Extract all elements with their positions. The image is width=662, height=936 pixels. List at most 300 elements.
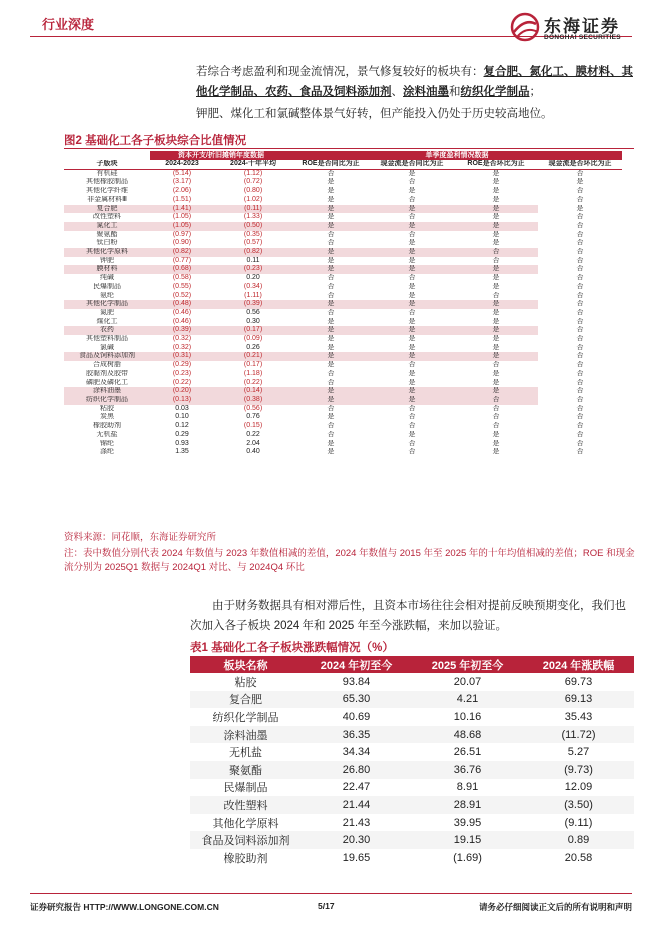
cell-roe-qoq: 是 xyxy=(492,448,500,456)
cell-roe-yoy: 是 xyxy=(292,352,370,361)
cell-capex-10yr: (0.57) xyxy=(243,239,263,247)
cell-capex-yoy: (0.55) xyxy=(172,282,192,290)
cell-roe-qoq: 是 xyxy=(454,300,538,309)
table-row xyxy=(190,831,634,849)
figure-divider xyxy=(64,148,634,149)
cell-roe-yoy: 否 xyxy=(327,369,335,377)
cell-sector: 有机硅 xyxy=(96,169,118,177)
cell-sector: 粘胶 xyxy=(234,676,257,689)
cell-roe-qoq: 是 xyxy=(492,430,500,438)
cell-sector: 合成树脂 xyxy=(93,361,121,369)
cell-roe-qoq: 是 xyxy=(492,308,500,316)
cell-sector: 煤化工 xyxy=(96,317,118,325)
figure-row xyxy=(64,448,622,457)
cell-2024-change: 12.09 xyxy=(564,781,593,794)
cell-roe-yoy: 否 xyxy=(327,378,335,386)
figure-row xyxy=(64,231,622,240)
figure-row xyxy=(64,274,622,283)
cell-capex-yoy: 0.29 xyxy=(175,430,189,438)
cell-cashflow-qoq: 否 xyxy=(576,274,584,282)
cell-capex-yoy: 1.35 xyxy=(175,448,189,456)
table-row xyxy=(190,726,634,744)
separator: 、 xyxy=(391,86,403,98)
cell-capex-10yr: (0.72) xyxy=(243,178,263,186)
cell-sector: 胶黏剂及胶带 xyxy=(86,369,128,377)
cell-capex-10yr: (0.35) xyxy=(243,230,263,238)
cell-2024-ytd: 21.43 xyxy=(342,816,371,829)
figure-row xyxy=(64,239,622,248)
cell-sector: 其他化学纤维 xyxy=(86,187,128,195)
col-header: 2024-2023 xyxy=(150,160,214,169)
cell-cashflow-qoq: 否 xyxy=(576,343,584,351)
cell-roe-qoq: 否 xyxy=(492,361,500,369)
figure-row xyxy=(64,257,622,266)
cell-sector: 聚氨酯 xyxy=(96,230,118,238)
cell-cashflow-yoy: 是 xyxy=(408,430,416,438)
cell-roe-qoq: 否 xyxy=(454,396,538,405)
cell-roe-qoq: 是 xyxy=(492,317,500,325)
cell-cashflow-qoq: 否 xyxy=(576,308,584,316)
cell-capex-yoy: (0.82) xyxy=(150,248,214,257)
logo-name: 东海证券 xyxy=(544,17,620,36)
cell-sector: 橡胶助剂 xyxy=(93,422,121,430)
figure-row xyxy=(64,396,622,405)
cell-capex-yoy: (0.68) xyxy=(150,265,214,274)
cell-capex-10yr: (0.17) xyxy=(243,361,263,369)
figure-row xyxy=(64,248,622,257)
cell-sector: 钾肥 xyxy=(100,256,114,264)
cell-capex-yoy: (2.06) xyxy=(172,187,192,195)
group-header-blank xyxy=(64,151,150,160)
cell-2024-ytd: 19.65 xyxy=(342,851,371,864)
cell-capex-10yr: (0.39) xyxy=(214,300,292,309)
cell-cashflow-yoy: 否 xyxy=(408,404,416,412)
cell-cashflow-yoy: 是 xyxy=(408,291,416,299)
cell-capex-yoy: 0.10 xyxy=(175,413,189,421)
cell-sector: 涂料油墨 xyxy=(190,726,301,744)
performance-table-body xyxy=(190,673,634,867)
cell-roe-yoy: 否 xyxy=(327,404,335,412)
figure-row xyxy=(64,318,622,327)
cell-capex-10yr: 0.76 xyxy=(246,413,260,421)
figure-row xyxy=(64,265,622,274)
cell-roe-yoy: 是 xyxy=(327,439,335,447)
cell-capex-10yr: (0.50) xyxy=(214,222,292,231)
col-header: 现金流是否环比为正 xyxy=(538,160,622,169)
cell-cashflow-yoy: 是 xyxy=(408,343,416,351)
cell-capex-yoy: (0.23) xyxy=(172,369,192,377)
table-row xyxy=(190,691,634,709)
cell-sector: 涤纶 xyxy=(100,448,114,456)
figure-row xyxy=(64,422,622,431)
cell-cashflow-qoq: 否 xyxy=(576,335,584,343)
cell-cashflow-yoy: 否 xyxy=(408,308,416,316)
cell-sector: 改性塑料 xyxy=(190,796,301,814)
cell-2025-ytd: 26.51 xyxy=(453,746,482,759)
cell-roe-yoy: 是 xyxy=(292,300,370,309)
figure-row xyxy=(64,326,622,335)
cell-roe-qoq: 是 xyxy=(492,230,500,238)
cell-sector: 复合肥 xyxy=(64,205,150,214)
cell-roe-qoq: 是 xyxy=(492,187,500,195)
cell-roe-yoy: 是 xyxy=(327,195,335,203)
cell-capex-10yr: 0.40 xyxy=(246,448,260,456)
cell-sector: 钛白粉 xyxy=(96,239,118,247)
cell-capex-10yr: (0.34) xyxy=(243,282,263,290)
figure-row xyxy=(64,440,622,449)
cell-roe-qoq: 是 xyxy=(492,439,500,447)
cell-cashflow-qoq: 否 xyxy=(576,448,584,456)
cell-capex-10yr: 0.22 xyxy=(246,430,260,438)
cell-2024-change: (11.72) xyxy=(523,726,634,744)
cell-2024-ytd: 21.44 xyxy=(301,796,412,814)
group-header-capex: 资本开支/折旧摊销年度数据 xyxy=(150,151,292,160)
page-number: 5/17 xyxy=(318,901,335,911)
cell-roe-qoq: 是 xyxy=(454,352,538,361)
cell-roe-qoq: 是 xyxy=(492,195,500,203)
cell-roe-yoy: 是 xyxy=(292,326,370,335)
cell-roe-qoq: 是 xyxy=(492,335,500,343)
cell-roe-yoy: 是 xyxy=(327,361,335,369)
cell-roe-yoy: 否 xyxy=(327,430,335,438)
cell-roe-qoq: 是 xyxy=(492,282,500,290)
conjunction: 和 xyxy=(449,86,461,98)
cell-capex-10yr: (0.56) xyxy=(243,404,263,412)
cell-2024-ytd: 34.34 xyxy=(342,746,371,759)
cell-sector: 锦纶 xyxy=(100,439,114,447)
cell-roe-yoy: 是 xyxy=(327,335,335,343)
figure-title: 图2 基础化工各子板块综合比值情况 xyxy=(64,135,247,147)
cell-capex-yoy: (1.05) xyxy=(150,222,214,231)
cell-roe-qoq: 是 xyxy=(492,378,500,386)
table-row xyxy=(190,673,634,691)
cell-roe-yoy: 是 xyxy=(327,413,335,421)
figure-row xyxy=(64,370,622,379)
cell-cashflow-qoq: 否 xyxy=(576,317,584,325)
col-header: 2024 年涨跌幅 xyxy=(523,656,634,673)
cell-roe-yoy: 否 xyxy=(327,291,335,299)
cell-roe-yoy: 是 xyxy=(292,396,370,405)
cell-roe-qoq: 是 xyxy=(492,239,500,247)
cell-roe-qoq: 是 xyxy=(454,222,538,231)
cell-roe-qoq: 否 xyxy=(492,413,500,421)
cell-capex-10yr: 2.04 xyxy=(246,439,260,447)
cell-capex-10yr: (0.11) xyxy=(214,205,292,214)
cell-cashflow-yoy: 否 xyxy=(408,413,416,421)
cell-capex-10yr: (1.11) xyxy=(244,291,262,299)
cell-2024-ytd: 40.69 xyxy=(342,710,371,723)
cell-cashflow-yoy: 否 xyxy=(408,213,416,221)
cell-2024-change: 5.27 xyxy=(567,746,590,759)
cell-cashflow-yoy: 是 xyxy=(370,222,454,231)
cell-capex-yoy: (1.05) xyxy=(172,213,192,221)
cell-cashflow-yoy: 是 xyxy=(370,387,454,396)
cell-cashflow-yoy: 是 xyxy=(370,248,454,257)
cell-capex-10yr: (1.33) xyxy=(243,213,263,221)
cell-cashflow-qoq: 否 xyxy=(576,422,584,430)
cell-capex-yoy: (1.41) xyxy=(150,205,214,214)
highlight-sectors-3: 纺织化学制品 xyxy=(460,86,530,98)
cell-cashflow-yoy: 否 xyxy=(408,448,416,456)
page-footer xyxy=(30,893,632,923)
cell-cashflow-qoq: 否 xyxy=(576,352,584,360)
company-logo xyxy=(508,10,638,50)
group-header-quarterly: 单季度盈利情况数据 xyxy=(292,151,622,160)
cell-2025-ytd: 4.21 xyxy=(412,691,523,709)
cell-cashflow-yoy: 否 xyxy=(408,274,416,282)
cell-cashflow-qoq: 否 xyxy=(576,387,584,395)
cell-capex-10yr: (0.21) xyxy=(214,352,292,361)
cell-cashflow-qoq: 否 xyxy=(576,369,584,377)
cell-2025-ytd: (1.69) xyxy=(453,851,482,864)
cell-cashflow-qoq: 否 xyxy=(576,256,584,264)
cell-roe-yoy: 是 xyxy=(327,256,335,264)
cell-roe-qoq: 是 xyxy=(492,169,500,177)
explanation-note: 注：表中数值分别代表 2024 年数值与 2023 年数值相减的差值，2024 年数值与 2015 年至 2025 年的十年均值相减的差值；ROE 和现金流分别为 2025Q1 数据与 2024Q1 对比、与 2024Q4 环比 xyxy=(64,548,635,573)
cell-capex-yoy: (0.32) xyxy=(172,335,192,343)
cell-cashflow-qoq: 否 xyxy=(576,265,584,273)
cell-2025-ytd: 28.91 xyxy=(412,796,523,814)
cell-roe-qoq: 是 xyxy=(492,213,500,221)
paragraph-lead: 若综合考虑盈利和现金流情况，景气修复较好的板块有： xyxy=(196,66,484,78)
col-header: ROE是否环比为正 xyxy=(454,160,538,169)
cell-cashflow-yoy: 是 xyxy=(370,396,454,405)
cell-cashflow-qoq: 否 xyxy=(576,395,584,403)
cell-sector: 粘胶 xyxy=(100,404,114,412)
cell-roe-yoy: 是 xyxy=(327,213,335,221)
figure-row xyxy=(64,169,622,178)
paragraph-capacity: 钾肥、煤化工和氯碱整体景气好转，但产能投入仍处于历史较高地位。 xyxy=(196,108,553,120)
cell-capex-yoy: (0.52) xyxy=(172,291,192,299)
col-header: 2024-十年平均 xyxy=(214,160,292,169)
cell-sector: 炭黑 xyxy=(100,413,114,421)
cell-sector: 其他化学制品 xyxy=(64,300,150,309)
cell-sector: 纯碱 xyxy=(100,274,114,282)
figure-notes xyxy=(64,531,636,577)
figure-row xyxy=(64,187,622,196)
highlight-sectors-2: 涂料油墨 xyxy=(403,86,449,98)
table-title: 表1 基础化工各子板块涨跌幅情况（%） xyxy=(190,642,394,654)
cell-cashflow-yoy: 是 xyxy=(408,378,416,386)
cell-cashflow-yoy: 是 xyxy=(370,205,454,214)
cell-capex-yoy: (0.90) xyxy=(172,239,192,247)
cell-roe-qoq: 是 xyxy=(454,326,538,335)
cell-capex-10yr: (0.38) xyxy=(214,396,292,405)
cell-2024-ytd: 36.35 xyxy=(301,726,412,744)
cell-roe-qoq: 是 xyxy=(454,387,538,396)
cell-cashflow-yoy: 是 xyxy=(370,265,454,274)
cell-capex-10yr: (0.14) xyxy=(214,387,292,396)
cell-capex-yoy: (0.22) xyxy=(172,378,192,386)
cell-sector: 涂料油墨 xyxy=(64,387,150,396)
cell-cashflow-qoq: 否 xyxy=(576,361,584,369)
cell-sector: 其他化学原料 xyxy=(64,248,150,257)
col-header: 现金流是否同比为正 xyxy=(370,160,454,169)
cell-capex-10yr: (0.22) xyxy=(243,378,263,386)
figure-row xyxy=(64,335,622,344)
cell-capex-10yr: 0.26 xyxy=(246,343,260,351)
cell-capex-yoy: (1.51) xyxy=(172,195,192,203)
cell-2025-ytd: 10.16 xyxy=(453,710,482,723)
cell-2024-change: 20.58 xyxy=(564,851,593,864)
cell-capex-yoy: (0.32) xyxy=(172,343,192,351)
cell-roe-yoy: 否 xyxy=(327,274,335,282)
cell-sector: 氨纶 xyxy=(100,291,114,299)
figure-row xyxy=(64,387,622,396)
table-row xyxy=(190,708,634,726)
cell-sector: 改性塑料 xyxy=(93,213,121,221)
cell-roe-yoy: 否 xyxy=(327,282,335,290)
cell-roe-qoq: 是 xyxy=(492,178,500,186)
cell-2025-ytd: 8.91 xyxy=(456,781,479,794)
cell-2024-ytd: 22.47 xyxy=(342,781,371,794)
figure-row xyxy=(64,196,622,205)
cell-2025-ytd: 19.15 xyxy=(412,831,523,849)
cell-cashflow-qoq: 是 xyxy=(576,204,584,212)
cell-capex-yoy: (0.20) xyxy=(150,387,214,396)
cell-capex-10yr: (1.02) xyxy=(243,195,263,203)
cell-roe-yoy: 是 xyxy=(292,222,370,231)
cell-roe-yoy: 是 xyxy=(292,387,370,396)
cell-capex-10yr: (0.80) xyxy=(243,187,263,195)
footer-website: 证券研究报告 HTTP://WWW.LONGONE.COM.CN xyxy=(30,902,219,912)
cell-capex-yoy: (5.14) xyxy=(172,169,192,177)
cell-cashflow-yoy: 是 xyxy=(408,369,416,377)
cell-sector: 农药 xyxy=(64,326,150,335)
cell-capex-10yr: 0.56 xyxy=(246,308,260,316)
cell-sector: 膜材料 xyxy=(64,265,150,274)
figure-table-body xyxy=(64,169,622,457)
cell-sector: 纺织化学制品 xyxy=(64,396,150,405)
cell-sector: 氯碱 xyxy=(100,343,114,351)
logo-name-en: DONGHAI SECURITIES xyxy=(544,34,621,41)
cell-sector: 非金属材料Ⅲ xyxy=(87,195,127,203)
cell-capex-yoy: (0.39) xyxy=(150,326,214,335)
cell-cashflow-qoq: 否 xyxy=(576,326,584,334)
cell-roe-qoq: 是 xyxy=(492,274,500,282)
paragraph-sector-recovery xyxy=(196,62,636,102)
figure-row xyxy=(64,213,622,222)
cell-roe-yoy: 否 xyxy=(327,230,335,238)
cell-roe-yoy: 是 xyxy=(327,448,335,456)
cell-roe-yoy: 否 xyxy=(327,308,335,316)
cell-capex-10yr: (1.12) xyxy=(243,169,263,177)
cell-capex-yoy: (3.17) xyxy=(172,178,192,186)
cell-cashflow-yoy: 是 xyxy=(408,317,416,325)
cell-2024-change: 0.89 xyxy=(523,831,634,849)
cell-roe-yoy: 是 xyxy=(292,248,370,257)
cell-cashflow-qoq: 否 xyxy=(576,239,584,247)
cell-cashflow-yoy: 否 xyxy=(408,230,416,238)
cell-roe-yoy: 否 xyxy=(327,422,335,430)
cell-capex-yoy: 0.03 xyxy=(175,404,189,412)
cell-cashflow-yoy: 是 xyxy=(370,352,454,361)
cell-capex-yoy: (0.29) xyxy=(172,361,192,369)
table-row xyxy=(190,796,634,814)
cell-cashflow-qoq: 是 xyxy=(576,178,584,186)
cell-cashflow-qoq: 否 xyxy=(576,404,584,412)
source-note: 资料来源：同花顺，东海证券研究所 xyxy=(64,532,217,543)
figure-row xyxy=(64,431,622,440)
figure-table xyxy=(64,151,622,457)
page-header xyxy=(0,0,662,60)
cell-roe-yoy: 是 xyxy=(327,178,335,186)
cell-sector: 民爆制品 xyxy=(93,282,121,290)
col-header: ROE是否同比为正 xyxy=(292,160,370,169)
cell-cashflow-yoy: 否 xyxy=(408,178,416,186)
paragraph-end: ； xyxy=(529,86,541,98)
cell-cashflow-yoy: 否 xyxy=(408,422,416,430)
cell-roe-qoq: 否 xyxy=(492,291,500,299)
cell-capex-yoy: (0.13) xyxy=(150,396,214,405)
col-header: 子版块 xyxy=(64,160,150,169)
figure-row xyxy=(64,222,622,231)
performance-table xyxy=(190,656,634,867)
cell-cashflow-qoq: 否 xyxy=(576,439,584,447)
cell-cashflow-qoq: 否 xyxy=(576,378,584,386)
col-header: 板块名称 xyxy=(190,656,301,673)
cell-capex-10yr: 0.11 xyxy=(246,256,260,264)
cell-cashflow-qoq: 否 xyxy=(576,282,584,290)
cell-roe-yoy: 是 xyxy=(327,317,335,325)
figure-row xyxy=(64,205,622,214)
cell-sector: 其他橡胶制品 xyxy=(86,178,128,186)
cell-capex-10yr: (0.23) xyxy=(214,265,292,274)
figure-row xyxy=(64,405,622,414)
figure-row xyxy=(64,292,622,301)
figure-row xyxy=(64,178,622,187)
cell-sector: 纺织化学制品 xyxy=(212,711,279,724)
cell-roe-qoq: 是 xyxy=(454,265,538,274)
cell-cashflow-qoq: 否 xyxy=(576,300,584,308)
cell-capex-yoy: (0.58) xyxy=(172,274,192,282)
cell-sector: 氮肥 xyxy=(100,308,114,316)
cell-sector: 复合肥 xyxy=(190,691,301,709)
cell-capex-10yr: (0.82) xyxy=(214,248,292,257)
cell-capex-10yr: (0.15) xyxy=(243,422,263,430)
cell-capex-yoy: (0.77) xyxy=(172,256,192,264)
cell-cashflow-qoq: 否 xyxy=(576,213,584,221)
col-header: 2024 年初至今 xyxy=(301,656,412,673)
cell-capex-yoy: 0.12 xyxy=(175,422,189,430)
table-row xyxy=(190,779,634,797)
cell-cashflow-qoq: 否 xyxy=(576,230,584,238)
figure-row xyxy=(64,300,622,309)
cell-sector: 其他塑料制品 xyxy=(86,335,128,343)
table-row xyxy=(190,849,634,867)
cell-roe-yoy: 是 xyxy=(292,265,370,274)
cell-sector: 磷肥及磷化工 xyxy=(86,378,128,386)
cell-2024-change: 69.13 xyxy=(523,691,634,709)
cell-cashflow-yoy: 是 xyxy=(408,256,416,264)
cell-sector: 氮化工 xyxy=(64,222,150,231)
cell-roe-qoq: 是 xyxy=(454,205,538,214)
cell-capex-yoy: (0.46) xyxy=(172,317,192,325)
cell-cashflow-qoq: 否 xyxy=(576,169,584,177)
cell-roe-qoq: 是 xyxy=(492,369,500,377)
cell-roe-qoq: 是 xyxy=(492,343,500,351)
cell-2024-change: 69.73 xyxy=(564,675,593,688)
cell-capex-10yr: (1.18) xyxy=(243,369,263,377)
cell-cashflow-qoq: 否 xyxy=(576,195,584,203)
table-row xyxy=(190,761,634,779)
cell-cashflow-qoq: 否 xyxy=(576,291,584,299)
cell-2024-ytd: 26.80 xyxy=(301,761,412,779)
cell-cashflow-yoy: 是 xyxy=(408,282,416,290)
cell-2025-ytd: 48.68 xyxy=(412,726,523,744)
figure-row xyxy=(64,352,622,361)
figure-row xyxy=(64,379,622,388)
